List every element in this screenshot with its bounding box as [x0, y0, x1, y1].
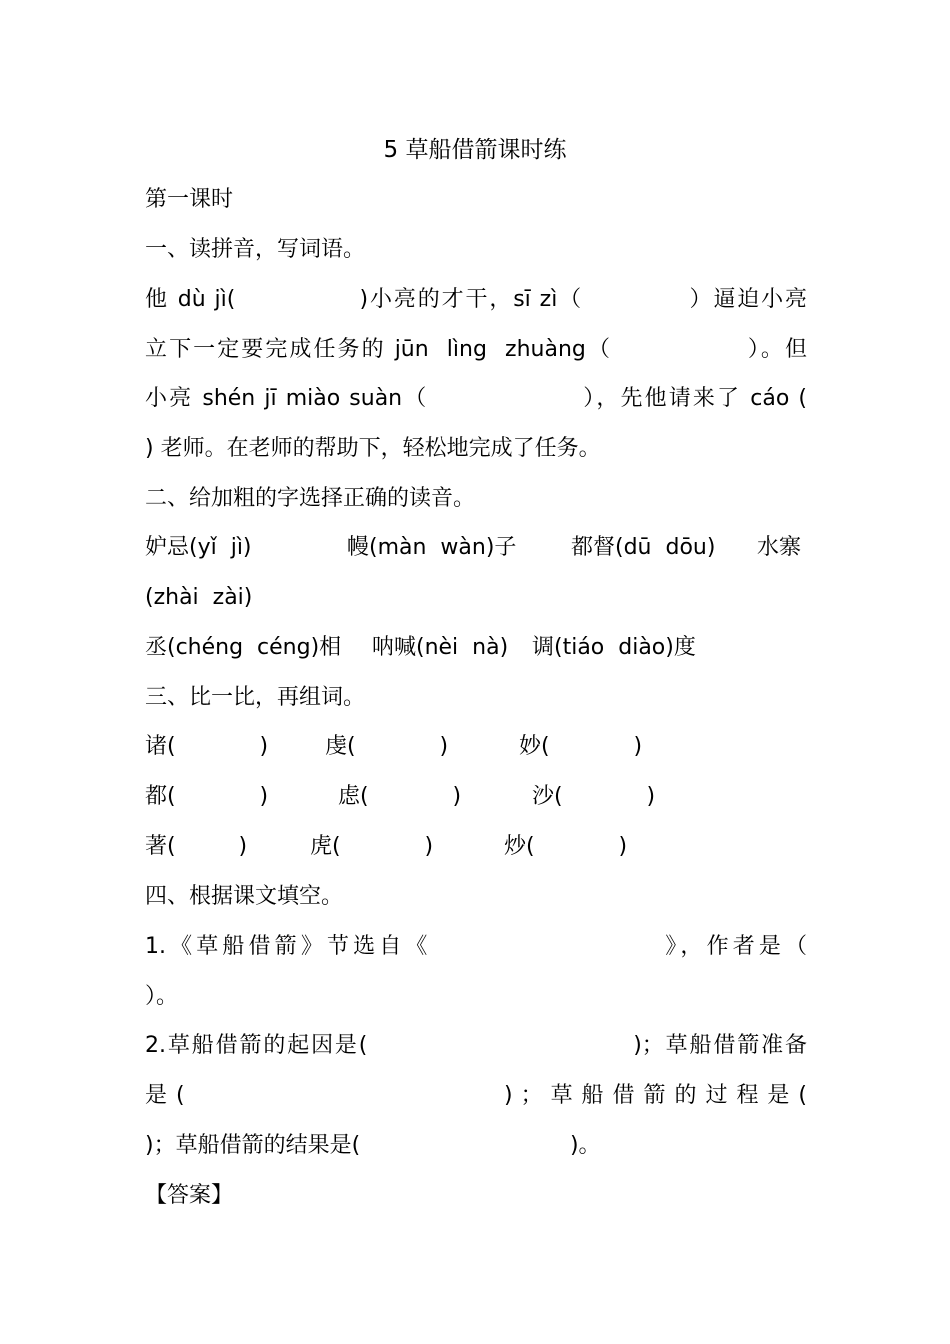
- q2-row-continued: (zhài zài): [145, 585, 253, 610]
- q3-item: 炒( ): [504, 834, 628, 859]
- q4-line: 1.《草船借箭》节选自《 》，作者是（: [145, 934, 807, 959]
- q3-heading: 三、比一比，再组词。: [145, 685, 366, 710]
- q1-line: 他 dù jì( )小亮的才干，sī zì（ ）逼迫小亮: [145, 287, 807, 312]
- q3-row: [145, 832, 807, 862]
- q2-item: 呐喊(nèi nà): [372, 635, 509, 660]
- q2-item: 妒忌(yǐ jì): [145, 535, 252, 560]
- q2-item: 水寨: [757, 535, 802, 560]
- q4-line: 是 ( ) ； 草 船 借 箭 的 过 程 是 (: [145, 1083, 807, 1108]
- q3-item: 妙( ): [519, 734, 643, 759]
- q4-line: ）。: [145, 984, 179, 1009]
- q4-line: 2.草船借箭的起因是( )；草船借箭准备: [145, 1033, 807, 1058]
- q2-item: 丞(chéng céng)相: [145, 635, 342, 660]
- q1-line: ) 老师。在老师的帮助下，轻松地完成了任务。: [145, 436, 601, 461]
- q3-item: 虑( ): [338, 784, 462, 809]
- q1-line: 立下一定要完成任务的 jūn lìng zhuàng（ ）。但: [145, 337, 807, 362]
- q2-row: [145, 533, 807, 563]
- q4-heading: 四、根据课文填空。: [145, 884, 344, 909]
- q2-heading: 二、给加粗的字选择正确的读音。: [145, 486, 476, 511]
- q3-row: [145, 732, 807, 762]
- q2-row: [145, 633, 807, 663]
- lesson-label: 第一课时: [145, 187, 234, 212]
- q3-item: 诸( ): [145, 734, 269, 759]
- q3-row: [145, 782, 807, 812]
- q2-item: 调(tiáo diào)度: [532, 635, 696, 660]
- answer-label: 【答案】: [145, 1183, 234, 1208]
- q3-item: 著( ): [145, 834, 248, 859]
- q3-item: 都( ): [145, 784, 269, 809]
- q3-item: 虔( ): [325, 734, 449, 759]
- q3-item: 沙( ): [532, 784, 656, 809]
- q4-line: )；草船借箭的结果是( )。: [145, 1133, 601, 1158]
- q2-item: 幔(màn wàn)子: [347, 535, 517, 560]
- page-title: 5 草船借箭课时练: [383, 137, 567, 163]
- q1-line: 小亮 shén jī miào suàn（ ），先他请来了 cáo (: [145, 386, 807, 411]
- q1-heading: 一、读拼音，写词语。: [145, 237, 366, 262]
- q3-item: 虎( ): [310, 834, 434, 859]
- q2-item: 都督(dū dōu): [571, 535, 716, 560]
